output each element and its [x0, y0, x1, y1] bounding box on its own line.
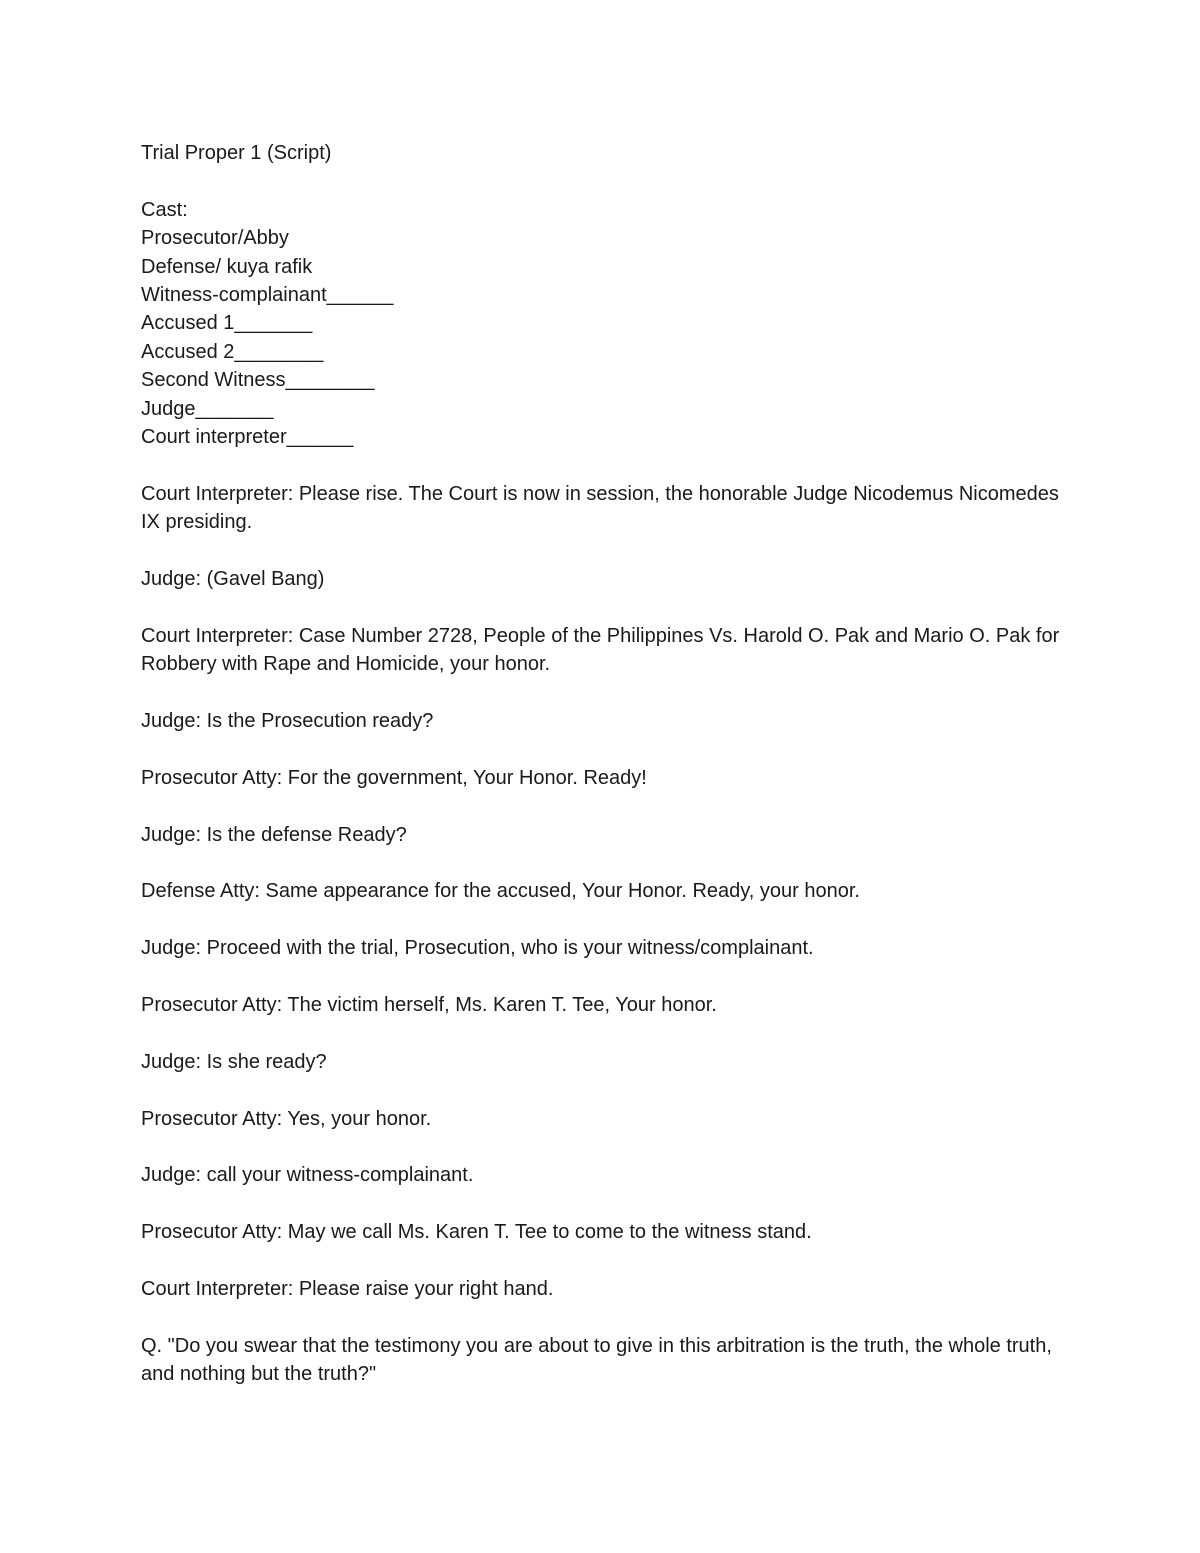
- dialogue-line: Prosecutor Atty: Yes, your honor.: [141, 1107, 432, 1130]
- spacer: [141, 1247, 1081, 1275]
- cast-item-witness-complainant: Witness-complainant______: [141, 284, 394, 307]
- spacer: [141, 849, 1081, 877]
- spacer: [141, 451, 1081, 479]
- cast-heading: Cast:: [141, 198, 188, 221]
- spacer: [141, 537, 1081, 565]
- dialogue-line: Defense Atty: Same appearance for the accused, Your Honor. Ready, your honor.: [141, 880, 860, 903]
- cast-item-prosecutor: Prosecutor/Abby: [141, 227, 289, 250]
- dialogue-line: Judge: Proceed with the trial, Prosecution, who is your witness/complainant.: [141, 937, 814, 960]
- dialogue-line: Judge: (Gavel Bang): [141, 568, 325, 591]
- spacer: [141, 963, 1081, 991]
- spacer: [141, 906, 1081, 934]
- cast-item-accused-2: Accused 2________: [141, 340, 324, 363]
- spacer: [141, 593, 1081, 621]
- cast-item-court-interpreter: Court interpreter______: [141, 426, 354, 449]
- dialogue-line: Q. "Do you swear that the testimony you are about to give in this arbitration is the truth, the whole truth, and nothing but the truth?": [141, 1334, 1052, 1386]
- spacer: [141, 1190, 1081, 1218]
- dialogue-line: Judge: Is the defense Ready?: [141, 823, 407, 846]
- dialogue-line: Judge: call your witness-complainant.: [141, 1164, 474, 1187]
- dialogue-line: Court Interpreter: Please rise. The Court is now in session, the honorable Judge Nicodemus Nicomedes IX presiding.: [141, 482, 1059, 534]
- cast-item-second-witness: Second Witness________: [141, 369, 375, 392]
- dialogue-line: Court Interpreter: Please raise your right hand.: [141, 1278, 554, 1301]
- spacer: [141, 735, 1081, 763]
- spacer: [141, 1076, 1081, 1104]
- document-page: [141, 139, 1081, 1389]
- spacer: [141, 1303, 1081, 1331]
- cast-item-judge: Judge_______: [141, 397, 274, 420]
- dialogue-line: Court Interpreter: Case Number 2728, People of the Philippines Vs. Harold O. Pak and Mario O. Pak for Robbery with Rape and Homicide, your honor.: [141, 624, 1060, 676]
- cast-item-defense: Defense/ kuya rafik: [141, 255, 313, 278]
- cast-item-accused-1: Accused 1_______: [141, 312, 313, 335]
- spacer: [141, 1133, 1081, 1161]
- spacer: [141, 1019, 1081, 1047]
- spacer: [141, 679, 1081, 707]
- dialogue-line: Prosecutor Atty: For the government, Your Honor. Ready!: [141, 766, 647, 789]
- dialogue-line: Judge: Is she ready?: [141, 1050, 327, 1073]
- document-title: Trial Proper 1 (Script): [141, 142, 332, 164]
- dialogue-line: Prosecutor Atty: May we call Ms. Karen T. Tee to come to the witness stand.: [141, 1221, 812, 1244]
- dialogue-line: Prosecutor Atty: The victim herself, Ms. Karen T. Tee, Your honor.: [141, 994, 717, 1017]
- spacer: [141, 167, 1081, 195]
- spacer: [141, 792, 1081, 820]
- dialogue-line: Judge: Is the Prosecution ready?: [141, 710, 434, 733]
